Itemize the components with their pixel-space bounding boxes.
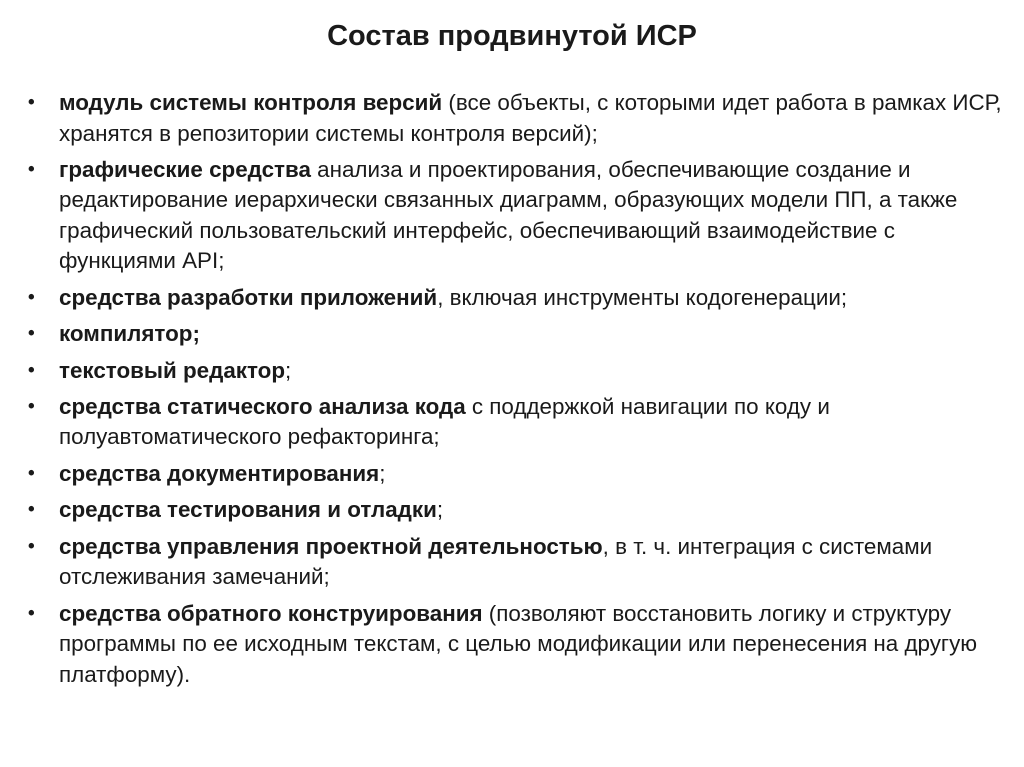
bullet-marker: • [28,499,35,521]
list-item-text [59,532,1003,593]
list-item-text [59,599,1003,691]
list-item-term: модуль системы контроля версий [59,90,443,115]
list-item [28,459,1003,490]
list-item-description: с поддержкой навигации по коду и полуавтоматического рефакторинга; [59,393,830,450]
list-item-text [59,392,1003,453]
list-item-description: , в т. ч. интеграция с системами отслеживания замечаний; [59,533,933,590]
list-item-text [59,495,1003,526]
list-item [28,88,1003,149]
list-item-text [59,88,1003,149]
bullet-marker: • [28,602,35,624]
bullet-marker: • [28,286,35,308]
list-item [28,495,1003,526]
bullet-marker: • [28,462,35,484]
slide-title: Состав продвинутой ИСР [327,20,697,52]
bullet-marker: • [28,395,35,417]
list-item [28,599,1003,691]
list-item [28,155,1003,277]
bullet-marker: • [28,92,35,113]
list-item [28,319,1003,350]
list-item-term: текстовый редактор [59,357,286,383]
list-item-term: средства обратного конструирования [59,600,483,626]
bullet-marker: • [28,158,35,180]
list-item-text [59,356,1003,387]
list-item-description: анализа и проектирования, обеспечивающие создание и редактирование иерархически связанных диаграмм, образующих модели ПП, а также графический пользовательский интерфейс, обеспечивающий взаимодействие с функциями API; [59,156,958,274]
bullet-marker: • [28,323,35,345]
list-item-term: средства документирования [59,460,380,486]
list-item-term: графические средства [59,156,311,182]
list-item-term: средства разработки приложений [59,284,438,310]
list-item-description: ; [285,357,292,383]
list-item-term: компилятор; [59,321,200,347]
bullet-marker: • [28,359,35,381]
list-item-description: (все объекты, с которыми идет работа в рамках ИСР, хранятся в репозитории системы контроля версий); [59,90,1002,146]
list-item-description: ; [436,497,444,523]
list-item-text [59,155,1003,277]
list-item-term: средства управления проектной деятельностью [59,533,603,559]
list-item [28,392,1003,453]
list-item-description: ; [379,460,386,486]
bullet-marker: • [28,535,35,557]
list-item-term: средства статического анализа кода [59,393,466,419]
list-item-text [59,283,1003,314]
list-item [28,532,1003,593]
list-item-text [59,459,1003,490]
list-item-description: , включая инструменты кодогенерации; [437,284,848,310]
list-item [28,283,1003,314]
list-item-term: средства тестирования и отладки [59,497,437,523]
list-item [28,356,1003,387]
list-item-text [59,319,1003,350]
list-item-description: (позволяют восстановить логику и структуру программы по ее исходным текстам, с целью модификации или перенесения на другую платформу). [59,600,978,687]
bullet-list [28,88,1003,696]
